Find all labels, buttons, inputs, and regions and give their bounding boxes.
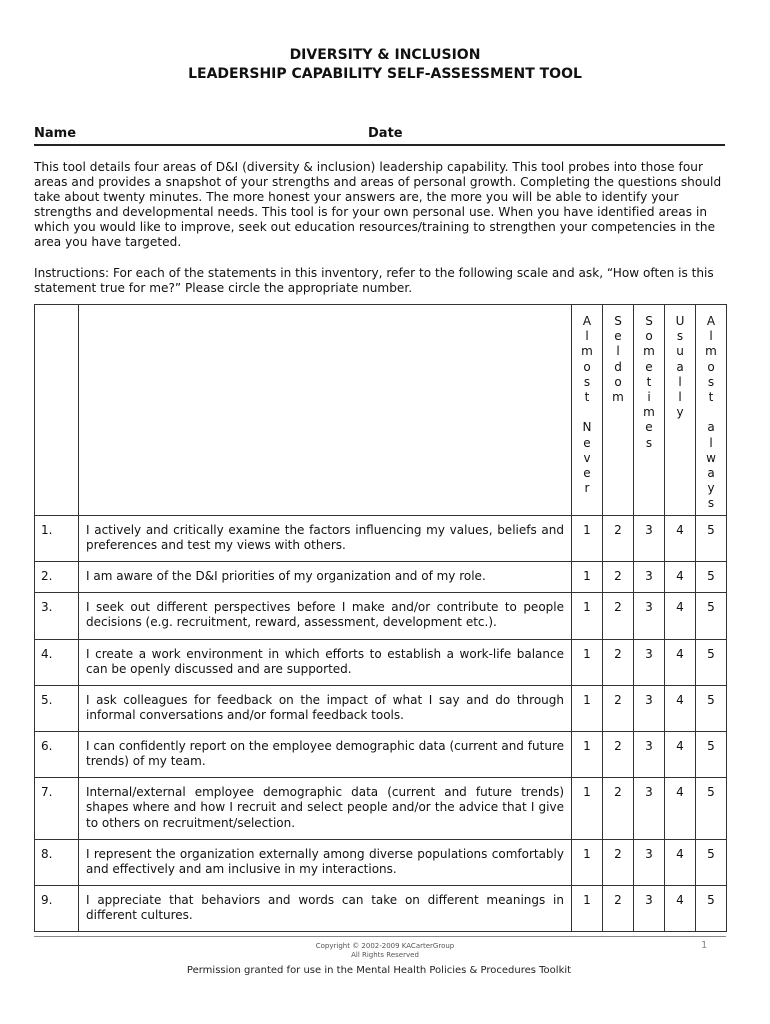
rating-option-3[interactable]: 3 [634, 562, 665, 593]
statement-row [35, 640, 727, 686]
scale-header-usually: U s u a l l y [675, 314, 685, 420]
name-label: Name [34, 126, 77, 141]
rating-option-2[interactable]: 2 [603, 562, 634, 593]
scale-header-cell [696, 305, 727, 516]
statement-text: I can confidently report on the employee demographic data (current and future trends) of my team. [79, 732, 572, 778]
rating-option-4[interactable]: 4 [665, 516, 696, 562]
statement-row [35, 886, 727, 932]
document-title-line2: LEADERSHIP CAPABILITY SELF-ASSESSMENT TOOL [188, 66, 582, 82]
rating-option-5[interactable]: 5 [696, 732, 727, 778]
statement-number: 9. [35, 886, 79, 932]
intro-paragraph: This tool details four areas of D&I (diversity & inclusion) leadership capability. This tool probes into those four areas and provides a snapshot of your strengths and areas of personal growth. Completing the questions should take about twenty minutes. The more honest your answers are, the more you will be able to identify your strengths and developmental needs. This tool is for your own personal use. When you have identified areas in which you would like to improve, seek out education resources/training to strengthen your competencies in the area you have targeted. [34, 160, 722, 249]
scale-header-cell [603, 305, 634, 516]
rating-option-2[interactable]: 2 [603, 840, 634, 886]
rating-option-3[interactable]: 3 [634, 778, 665, 840]
page-number: 1 [701, 940, 708, 951]
scale-header-cell [572, 305, 603, 516]
copyright-line1: Copyright © 2002-2009 KACarterGroup [315, 942, 455, 950]
statement-text: I create a work environment in which efforts to establish a work-life balance can be openly discussed and are supported. [79, 640, 572, 686]
statement-row [35, 562, 727, 593]
rating-option-5[interactable]: 5 [696, 562, 727, 593]
statement-number: 4. [35, 640, 79, 686]
statement-number: 2. [35, 562, 79, 593]
statement-row [35, 778, 727, 840]
statement-row [35, 840, 727, 886]
document-title-line1: DIVERSITY & INCLUSION [289, 47, 481, 63]
rating-option-2[interactable]: 2 [603, 886, 634, 932]
statement-number: 7. [35, 778, 79, 840]
rating-option-3[interactable]: 3 [634, 732, 665, 778]
name-date-bar [34, 126, 725, 146]
rating-option-4[interactable]: 4 [665, 562, 696, 593]
statement-row [35, 516, 727, 562]
rating-option-5[interactable]: 5 [696, 516, 727, 562]
rating-option-5[interactable]: 5 [696, 640, 727, 686]
statement-number: 3. [35, 593, 79, 640]
rating-option-5[interactable]: 5 [696, 840, 727, 886]
statement-text: I represent the organization externally among diverse populations comfortably and effectively and am inclusive in my interactions. [79, 840, 572, 886]
instructions-paragraph: Instructions: For each of the statements in this inventory, refer to the following scale and ask, “How often is this statement true for me?” Please circle the appropriate number. [34, 266, 714, 295]
rating-option-2[interactable]: 2 [603, 686, 634, 732]
date-label: Date [368, 126, 403, 141]
rating-option-2[interactable]: 2 [603, 593, 634, 640]
statement-number: 6. [35, 732, 79, 778]
copyright-notice [0, 942, 770, 960]
statement-text: Internal/external employee demographic data (current and future trends) shapes where and how I recruit and select people and/or the advice that I give to others on recruitment/selection. [79, 778, 572, 840]
rating-option-3[interactable]: 3 [634, 516, 665, 562]
rating-option-1[interactable]: 1 [572, 593, 603, 640]
rating-option-4[interactable]: 4 [665, 778, 696, 840]
scale-header-seldom: S e l d o m [612, 314, 624, 405]
rating-option-2[interactable]: 2 [603, 640, 634, 686]
rating-option-5[interactable]: 5 [696, 886, 727, 932]
rating-option-5[interactable]: 5 [696, 778, 727, 840]
rating-option-5[interactable]: 5 [696, 686, 727, 732]
statement-number: 1. [35, 516, 79, 562]
scale-header-row [35, 305, 727, 516]
rating-option-1[interactable]: 1 [572, 516, 603, 562]
rating-option-4[interactable]: 4 [665, 686, 696, 732]
rating-option-1[interactable]: 1 [572, 686, 603, 732]
rating-option-3[interactable]: 3 [634, 593, 665, 640]
statement-row [35, 686, 727, 732]
statement-text: I ask colleagues for feedback on the impact of what I say and do through informal conversations and/or formal feedback tools. [79, 686, 572, 732]
permission-notice: Permission granted for use in the Mental Health Policies & Procedures Toolkit [186, 965, 572, 976]
rating-option-1[interactable]: 1 [572, 562, 603, 593]
rating-option-2[interactable]: 2 [603, 516, 634, 562]
rating-option-1[interactable]: 1 [572, 840, 603, 886]
rating-option-2[interactable]: 2 [603, 778, 634, 840]
scale-header-almost-always: A l m o s t a l w a y s [705, 314, 717, 511]
rating-option-3[interactable]: 3 [634, 840, 665, 886]
rating-option-2[interactable]: 2 [603, 732, 634, 778]
statement-number: 8. [35, 840, 79, 886]
header-blank-num [35, 305, 79, 516]
rating-option-4[interactable]: 4 [665, 640, 696, 686]
rating-option-1[interactable]: 1 [572, 778, 603, 840]
assessment-table [34, 304, 727, 932]
scale-header-cell [665, 305, 696, 516]
copyright-line2: All Rights Reserved [351, 951, 419, 959]
rating-option-5[interactable]: 5 [696, 593, 727, 640]
rating-option-3[interactable]: 3 [634, 686, 665, 732]
rating-option-1[interactable]: 1 [572, 732, 603, 778]
footer-divider [34, 936, 726, 937]
rating-option-4[interactable]: 4 [665, 593, 696, 640]
statement-row [35, 732, 727, 778]
rating-option-4[interactable]: 4 [665, 732, 696, 778]
scale-header-cell [634, 305, 665, 516]
rating-option-1[interactable]: 1 [572, 886, 603, 932]
header-blank-text [79, 305, 572, 516]
rating-option-1[interactable]: 1 [572, 640, 603, 686]
statement-text: I actively and critically examine the factors influencing my values, beliefs and preferences and test my views with others. [79, 516, 572, 562]
rating-option-4[interactable]: 4 [665, 886, 696, 932]
scale-header-almost-never: A l m o s t N e v e r [581, 314, 593, 496]
statement-text: I seek out different perspectives before I make and/or contribute to people decisions (e.g. recruitment, reward, assessment, development etc.). [79, 593, 572, 640]
statement-text: I am aware of the D&I priorities of my organization and of my role. [79, 562, 572, 593]
scale-header-sometimes: S o m e t i m e s [643, 314, 655, 450]
rating-option-4[interactable]: 4 [665, 840, 696, 886]
statement-number: 5. [35, 686, 79, 732]
statement-text: I appreciate that behaviors and words can take on different meanings in different cultures. [79, 886, 572, 932]
statement-row [35, 593, 727, 640]
rating-option-3[interactable]: 3 [634, 886, 665, 932]
rating-option-3[interactable]: 3 [634, 640, 665, 686]
